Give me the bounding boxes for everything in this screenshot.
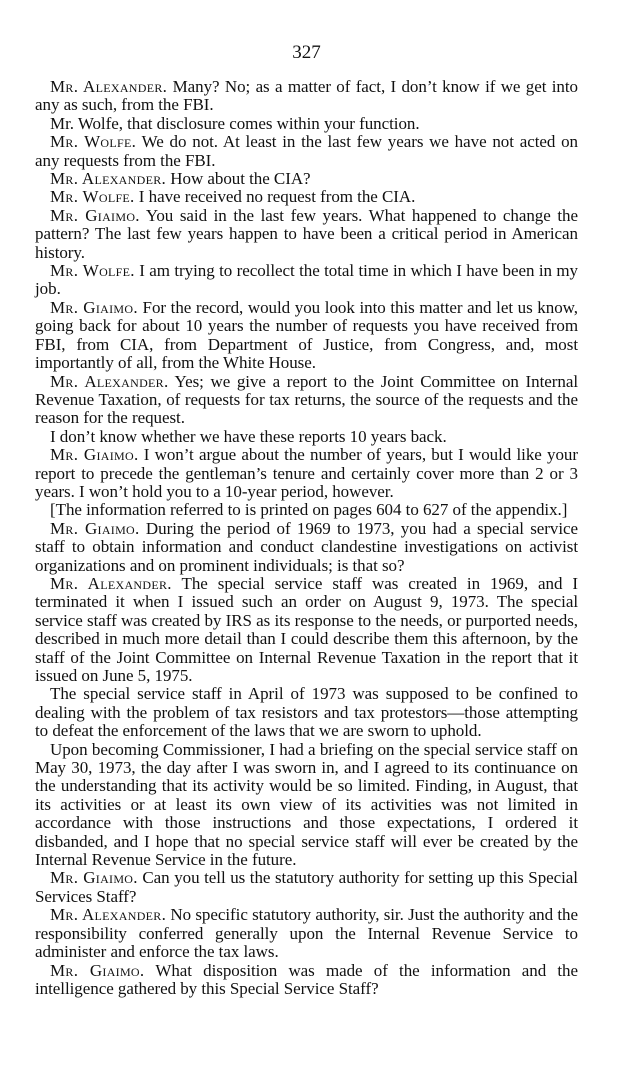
paragraph-text: Many? No; as a matter of fact, I don’t know if we get into any as such, from the FBI. xyxy=(35,77,578,115)
speaker-name: Mr. Giaimo. xyxy=(50,518,140,538)
paragraph xyxy=(35,262,578,299)
paragraph xyxy=(35,869,578,906)
speaker-name: Mr. Wolfe. xyxy=(50,187,135,207)
paragraph-text: We do not. At least in the last few years we have not acted on any requests from the FBI. xyxy=(35,132,578,170)
paragraph xyxy=(35,428,578,446)
paragraph-text: What disposition was made of the information and the intelligence gathered by this Special Service Staff? xyxy=(35,960,578,998)
speaker-name: Mr. Giaimo. xyxy=(50,297,138,317)
paragraph xyxy=(35,962,578,999)
speaker-name: Mr. Alexander. xyxy=(50,77,168,96)
paragraph-text: The special service staff in April of 1973 was supposed to be confined to dealing with the problem of tax resistors and tax protestors—those attempting to defeat the enforcement of the laws that we are sworn to uphold. xyxy=(35,684,578,741)
paragraph xyxy=(35,78,578,115)
paragraph-text: I am trying to recollect the total time in which I have been in my job. xyxy=(35,261,578,299)
paragraph-text: I won’t argue about the number of years, but I would like your report to precede the gentleman’s tenure and certainly cover more than 2 or 3 years. I won’t hold you to a 10-year period, however. xyxy=(35,445,578,501)
paragraph-text: How about the CIA? xyxy=(166,169,311,189)
speaker-name: Mr. Alexander. xyxy=(50,169,167,189)
speaker-name: Mr. Alexander. xyxy=(50,905,167,925)
paragraph-text: You said in the last few years. What happened to change the pattern? The last few years happen to have been a critical period in American history. xyxy=(35,205,578,262)
paragraph-text: For the record, would you look into this matter and let us know, going back for about 10 years the number of requests you have received from FBI, from CIA, from Department of Justice, from Congress, and, most importantly of all, from the White House. xyxy=(35,297,578,373)
paragraph xyxy=(35,741,578,870)
paragraph-text: [The information referred to is printed on pages 604 to 627 of the appendix.] xyxy=(50,500,568,520)
paragraph xyxy=(35,906,578,961)
paragraph xyxy=(35,685,578,740)
paragraph xyxy=(35,299,578,373)
body-text xyxy=(35,78,578,998)
paragraph xyxy=(35,188,578,206)
paragraph-text: No specific statutory authority, sir. Just the authority and the responsibility conferred generally upon the Internal Revenue Service to administer and enforce the tax laws. xyxy=(35,905,578,962)
paragraph-text: During the period of 1969 to 1973, you had a special service staff to obtain information and conduct clandestine investigations on activist organizations and on prominent individuals; is that so? xyxy=(35,518,578,575)
paragraph xyxy=(35,207,578,262)
paragraph xyxy=(35,373,578,428)
paragraph xyxy=(35,133,578,170)
paragraph xyxy=(35,520,578,575)
page-number: 327 xyxy=(292,42,321,63)
paragraph-text: Upon becoming Commissioner, I had a briefing on the special service staff on May 30, 1973, the day after I was sworn in, and I agreed to its continuance on the understanding that its activity would be so limited. Finding, in August, that its activities or at least its own view of its activities was not limited in accordance with those instructions and those expectations, I ordered it disbanded, and I hope that no special service staff will ever be created by the Internal Revenue Service in the future. xyxy=(35,739,578,870)
speaker-name: Mr. Wolfe. xyxy=(50,132,137,152)
paragraph-text: Can you tell us the statutory authority for setting up this Special Services Staff? xyxy=(35,868,578,906)
paragraph xyxy=(35,170,578,188)
speaker-name: Mr. Giaimo. xyxy=(50,445,139,465)
speaker-name: Mr. Giaimo. xyxy=(50,960,145,980)
speaker-name: Mr. Giaimo. xyxy=(50,868,138,888)
paragraph-text: I don’t know whether we have these reports 10 years back. xyxy=(50,426,447,446)
paragraph-text: Mr. Wolfe, that disclosure comes within your function. xyxy=(50,113,420,133)
paragraph xyxy=(35,501,578,519)
speaker-name: Mr. Alexander. xyxy=(50,573,172,593)
paragraph-text: The special service staff was created in 1969, and I terminated it when I issued such an order on August 9, 1973. The special service staff was created by IRS as its response to the needs, or purported needs, described in much more detail than I could describe them this afternoon, by the staff of the Joint Committee on Internal Revenue Taxation in the report that it issued on June 5, 1975. xyxy=(35,573,578,685)
speaker-name: Mr. Alexander. xyxy=(50,371,169,391)
speaker-name: Mr. Giaimo. xyxy=(50,205,140,225)
paragraph-text: I have received no request from the CIA. xyxy=(134,187,416,207)
paragraph xyxy=(35,115,578,133)
speaker-name: Mr. Wolfe. xyxy=(50,261,135,281)
paragraph xyxy=(35,446,578,501)
paragraph-text: Yes; we give a report to the Joint Committee on Internal Revenue Taxation, of requests for tax returns, the source of the requests and the reason for the request. xyxy=(35,371,578,428)
paragraph xyxy=(35,575,578,685)
